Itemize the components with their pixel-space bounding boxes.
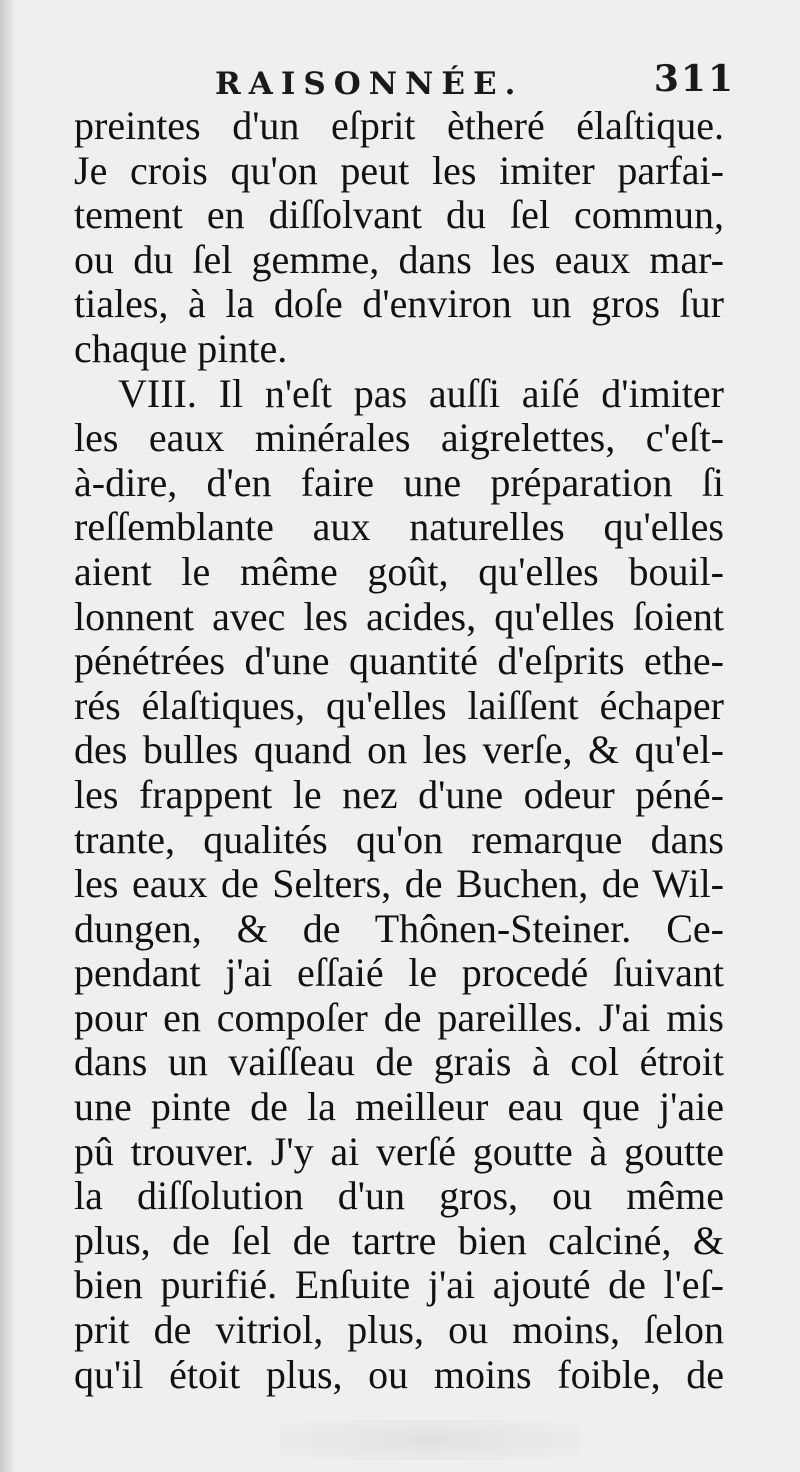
text-line: les frappent le nez d'une odeur péné- [74,771,724,817]
text-line: dans un vaiſſeau de grais à col étroit [74,1039,724,1085]
text-line: tement en diſſolvant du ſel commun, [74,192,724,238]
text-line: les eaux minérales aigrelettes, c'eſt- [74,415,724,461]
text-line: tiales, à la doſe d'environ un gros ſur [74,281,724,327]
text-line: lonnent avec les acides, qu'elles ſoient [74,593,724,639]
page-header [215,58,735,108]
text-line: Je crois qu'on peut les imiter parfai- [74,147,724,193]
text-line: chaque pinte. [74,325,288,371]
page-number: 311 [653,58,735,100]
text-line: aient le même goût, qu'elles bouil- [74,548,724,594]
text-line: une pinte de la meilleur eau que j'aie [74,1084,724,1130]
text-line: reſſemblante aux naturelles qu'elles [74,504,724,550]
body-text [74,104,724,1397]
text-line: la diſſolution d'un gros, ou même [74,1173,724,1219]
page-gutter-shadow [0,0,16,1472]
text-line: preintes d'un eſprit ètheré élaſtique. [74,103,724,148]
running-head: RAISONNÉE. [215,66,524,102]
text-line: ou du ſel gemme, dans les eaux mar- [74,236,724,282]
text-line: rés élaſtiques, qu'elles laiſſent échaper [74,682,724,728]
text-line: pendant j'ai eſſaié le procedé ſuivant [74,950,724,996]
text-line: bien purifié. Enſuite j'ai ajouté de l'eſ- [74,1262,724,1308]
text-line: plus, de ſel de tartre bien calciné, & [74,1217,724,1263]
text-line: à-dire, d'en faire une préparation ſi [74,459,724,505]
text-line: des bulles quand on les verſe, & qu'el- [74,727,724,773]
bleed-through-smudge [280,1420,580,1460]
text-line: dungen, & de Thônen-Steiner. Ce- [74,905,724,951]
text-line: pénétrées d'une quantité d'eſprits ethe- [74,638,724,684]
text-line: trante, qualités qu'on remarque dans [74,816,724,862]
text-line: pour en compoſer de pareilles. J'ai mis [74,994,724,1040]
text-line: qu'il étoit plus, ou moins foible, de [74,1351,724,1397]
text-line: pû trouver. J'y ai verſé goutte à goutte [74,1128,724,1174]
text-line: prit de vitriol, plus, ou moins, ſelon [74,1307,724,1353]
text-line: les eaux de Selters, de Buchen, de Wil- [74,861,724,907]
text-line: VIII. Il n'eſt pas auſſi aiſé d'imiter [118,370,724,416]
